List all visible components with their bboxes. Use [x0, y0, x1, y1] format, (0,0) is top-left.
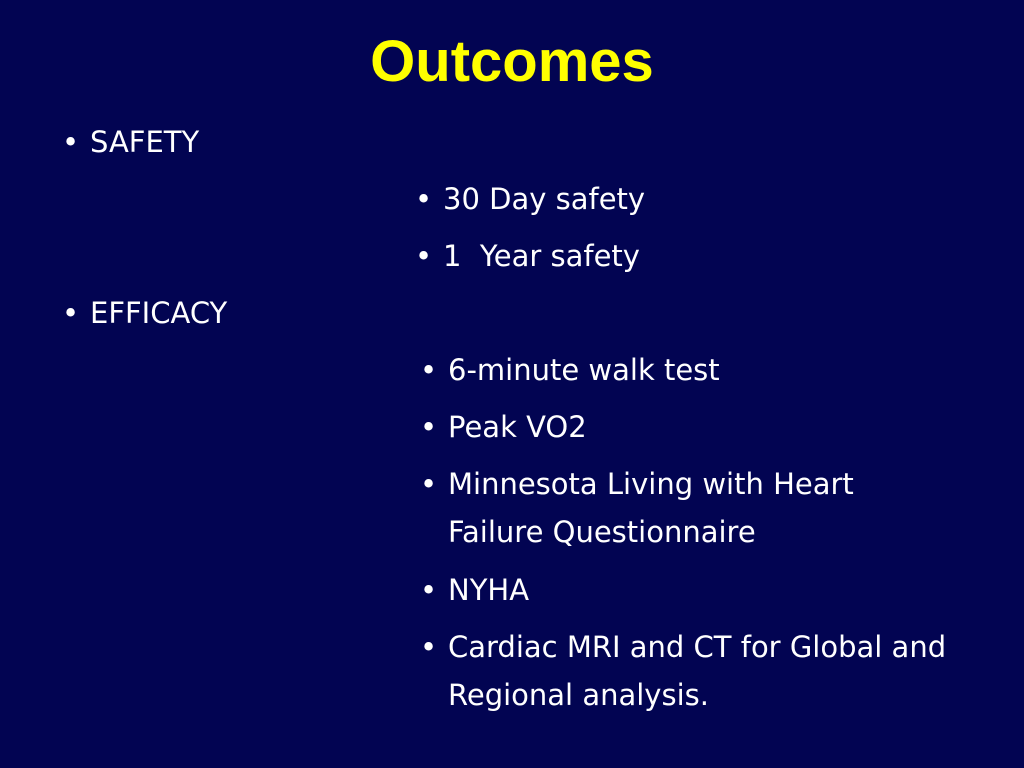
bullet-text: 6-minute walk test: [448, 353, 720, 387]
bullet-text: Cardiac MRI and CT for Global and Regional analysis.: [448, 630, 947, 712]
sub-bullet-peak-vo2: [420, 403, 587, 451]
bullet-text: 1 Year safety: [443, 239, 640, 273]
bullet-safety: [62, 118, 199, 166]
bullet-text: EFFICACY: [90, 296, 228, 330]
bullet-dot-icon: [420, 623, 448, 671]
sub-bullet-6-minute-walk-test: [420, 346, 720, 394]
bullet-dot-icon: [415, 232, 443, 280]
bullet-dot-icon: [415, 175, 443, 223]
slide-title: Outcomes: [370, 29, 654, 94]
sub-bullet-minnesota-questionnaire: [420, 460, 918, 556]
sub-bullet-cardiac-mri-ct: [420, 623, 948, 719]
sub-bullet-nyha: [420, 566, 529, 614]
bullet-dot-icon: [420, 566, 448, 614]
bullet-dot-icon: [420, 460, 448, 508]
bullet-dot-icon: [420, 346, 448, 394]
bullet-dot-icon: [62, 289, 90, 337]
bullet-text: Minnesota Living with Heart Failure Questionnaire: [448, 467, 854, 549]
sub-bullet-1-year-safety: [415, 232, 640, 280]
bullet-text: SAFETY: [90, 125, 200, 159]
bullet-text: Peak VO2: [448, 410, 587, 444]
bullet-dot-icon: [62, 118, 90, 166]
sub-bullet-30-day-safety: [415, 175, 645, 223]
bullet-efficacy: [62, 289, 227, 337]
bullet-text: 30 Day safety: [443, 182, 646, 216]
bullet-text: NYHA: [448, 573, 530, 607]
bullet-dot-icon: [420, 403, 448, 451]
